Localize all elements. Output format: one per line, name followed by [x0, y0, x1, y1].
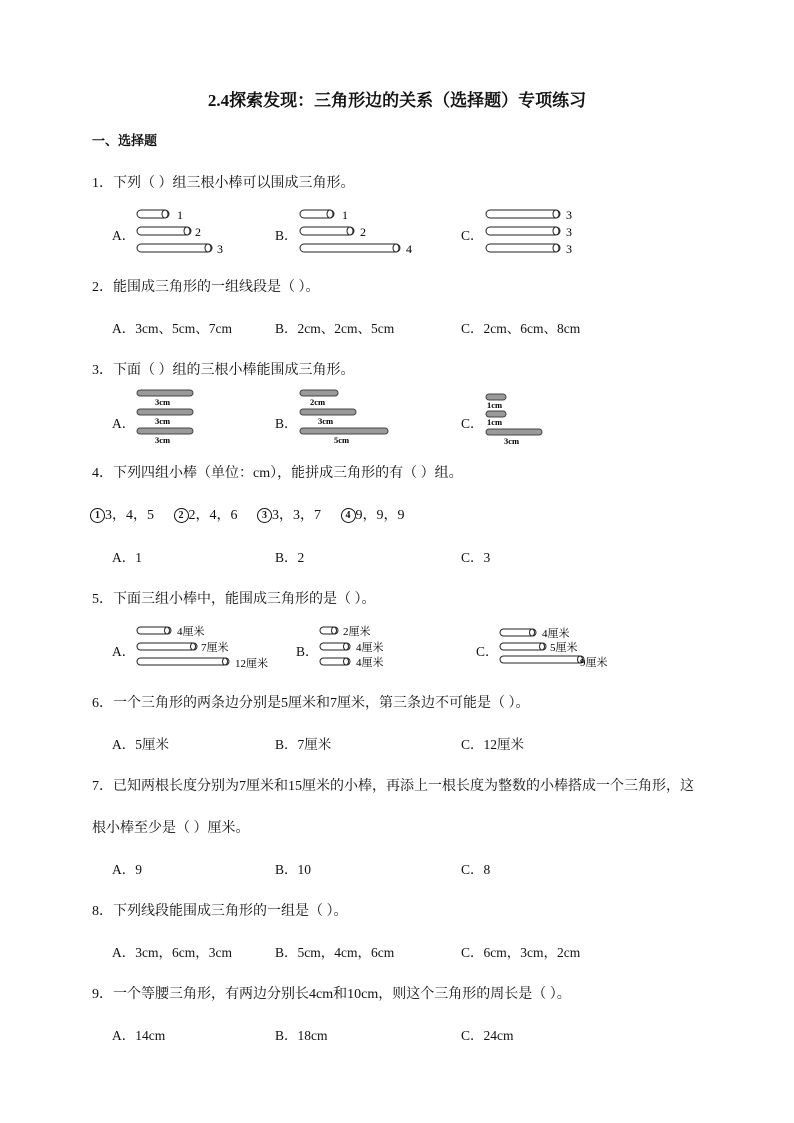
q9-option-a[interactable]: A．14cm [112, 1028, 166, 1043]
question-4: 4．下列四组小棒（单位：cm），能拼成三角形的有（ ）组。 [92, 466, 463, 481]
q4-option-b[interactable]: B．2 [275, 550, 305, 565]
circled-number-icon: 2 [174, 508, 189, 523]
q5-b-stick-3-label: 4厘米 [356, 657, 384, 669]
q6-option-a[interactable]: A．5厘米 [112, 737, 169, 752]
q1-a-stick-3-label: 3 [217, 242, 223, 256]
q1-b-stick-3 [300, 244, 400, 252]
q5-option-b-label[interactable]: B． [296, 644, 319, 659]
q3-a-label-3: 3cm [155, 435, 171, 445]
q7-option-b[interactable]: B．10 [275, 862, 312, 877]
q1-c-stick-2 [486, 227, 560, 235]
q8-option-b[interactable]: B．5cm，4cm，6cm [275, 945, 395, 960]
q4-option-c[interactable]: C．3 [461, 550, 491, 565]
q5-option-a-sticks [135, 623, 285, 669]
circled-number-icon: 3 [257, 508, 272, 523]
q5-b-stick-1-label: 2厘米 [343, 626, 371, 638]
section-heading: 一、选择题 [92, 133, 158, 148]
q1-option-b-sticks [298, 206, 423, 256]
q6-option-b[interactable]: B．7厘米 [275, 737, 332, 752]
q5-c-stick-1-label: 4厘米 [542, 628, 570, 640]
q1-option-c-sticks [484, 206, 584, 256]
circled-number-icon: 4 [341, 508, 356, 523]
q3-a-label-2: 3cm [155, 416, 171, 426]
q3-option-a-label[interactable]: A． [112, 416, 136, 431]
q9-option-c[interactable]: C．24cm [461, 1028, 514, 1043]
question-6: 6．一个三角形的两条边分别是5厘米和7厘米，第三条边不可能是（ ）。 [92, 696, 530, 711]
q6-option-c[interactable]: C．12厘米 [461, 737, 525, 752]
q8-option-c[interactable]: C．6cm，3cm，2cm [461, 945, 581, 960]
q3-option-a-sticks [135, 388, 205, 446]
q2-option-b[interactable]: B．2cm、2cm、5cm [275, 321, 395, 336]
q3-c-label-2: 1cm [487, 417, 503, 427]
q1-b-stick-2 [300, 227, 354, 235]
q1-a-stick-1 [137, 210, 169, 218]
question-1: 1．下列（ ）组三根小棒可以围成三角形。 [92, 176, 355, 191]
q4-group-4: 4 9，9，9 [341, 508, 405, 523]
q7-option-a[interactable]: A．9 [112, 862, 142, 877]
q1-option-b-label[interactable]: B． [275, 228, 298, 243]
q1-b-stick-1-label: 1 [342, 208, 348, 222]
question-7-line-2: 根小棒至少是（ ）厘米。 [92, 821, 250, 836]
question-3: 3．下面（ ）组的三根小棒能围成三角形。 [92, 363, 355, 378]
q1-c-stick-3 [486, 244, 560, 252]
q5-c-stick-2-label: 5厘米 [550, 642, 578, 654]
page-title: 2.4探索发现：三角形边的关系（选择题）专项练习 [207, 91, 587, 110]
q4-group-1: 1 3，4，5 [90, 508, 158, 523]
question-8: 8．下列线段能围成三角形的一组是（ ）。 [92, 904, 348, 919]
q2-option-a[interactable]: A．3cm、5cm、7cm [112, 321, 232, 336]
q5-option-c-sticks [498, 625, 628, 669]
q1-b-stick-2-label: 2 [360, 225, 366, 239]
q5-a-stick-1-label: 4厘米 [177, 626, 205, 638]
q1-a-stick-3 [137, 244, 212, 252]
q3-b-label-2: 3cm [318, 416, 334, 426]
q1-b-stick-1 [300, 210, 334, 218]
q1-c-stick-1-label: 3 [566, 208, 572, 222]
q5-a-stick-2-label: 7厘米 [201, 642, 229, 654]
q7-option-c[interactable]: C．8 [461, 862, 491, 877]
q4-group-2: 2 2，4，6 [174, 508, 242, 523]
q1-option-c-label[interactable]: C． [461, 228, 484, 243]
q1-option-a-label[interactable]: A． [112, 228, 136, 243]
q4-groups [90, 504, 405, 524]
q2-option-c[interactable]: C．2cm、6cm、8cm [461, 321, 581, 336]
question-9: 9．一个等腰三角形，有两边分别长4cm和10cm，则这个三角形的周长是（ ）。 [92, 987, 571, 1002]
q1-a-stick-1-label: 1 [177, 208, 183, 222]
q3-a-label-1: 3cm [155, 397, 171, 407]
q5-a-stick-3-label: 12厘米 [235, 658, 268, 669]
question-7-line-1: 7．已知两根长度分别为7厘米和15厘米的小棒，再添上一根长度为整数的小棒搭成一个三角形，这 [92, 779, 694, 794]
q3-option-c-label[interactable]: C． [461, 416, 484, 431]
q1-option-a-sticks [135, 206, 235, 256]
q3-option-b-sticks [298, 388, 398, 446]
q5-option-c-label[interactable]: C． [476, 644, 499, 659]
q1-c-stick-2-label: 3 [566, 225, 572, 239]
q3-option-b-label[interactable]: B． [275, 416, 298, 431]
circled-number-icon: 1 [90, 508, 105, 523]
q1-a-stick-2-label: 2 [195, 225, 201, 239]
q3-c-label-3: 3cm [504, 436, 520, 446]
q3-option-c-sticks [484, 392, 554, 446]
question-5: 5．下面三组小棒中，能围成三角形的是（ ）。 [92, 592, 376, 607]
q1-a-stick-2 [137, 227, 191, 235]
q1-c-stick-1 [486, 210, 560, 218]
q5-option-a-label[interactable]: A． [112, 644, 136, 659]
q3-b-label-3: 5cm [334, 435, 350, 445]
q1-b-stick-3-label: 4 [406, 242, 412, 256]
q1-c-stick-3-label: 3 [566, 242, 572, 256]
question-2: 2．能围成三角形的一组线段是（ ）。 [92, 280, 320, 295]
q5-b-stick-2-label: 4厘米 [356, 642, 384, 654]
q8-option-a[interactable]: A．3cm，6cm，3cm [112, 945, 232, 960]
q5-option-b-sticks [318, 623, 408, 669]
q4-option-a[interactable]: A．1 [112, 550, 142, 565]
q4-group-3: 3 3，3，7 [257, 508, 325, 523]
q3-b-label-1: 2cm [310, 397, 326, 407]
q9-option-b[interactable]: B．18cm [275, 1028, 328, 1043]
q3-c-label-1: 1cm [487, 400, 503, 410]
q5-c-stick-3-label: 9厘米 [580, 657, 608, 669]
